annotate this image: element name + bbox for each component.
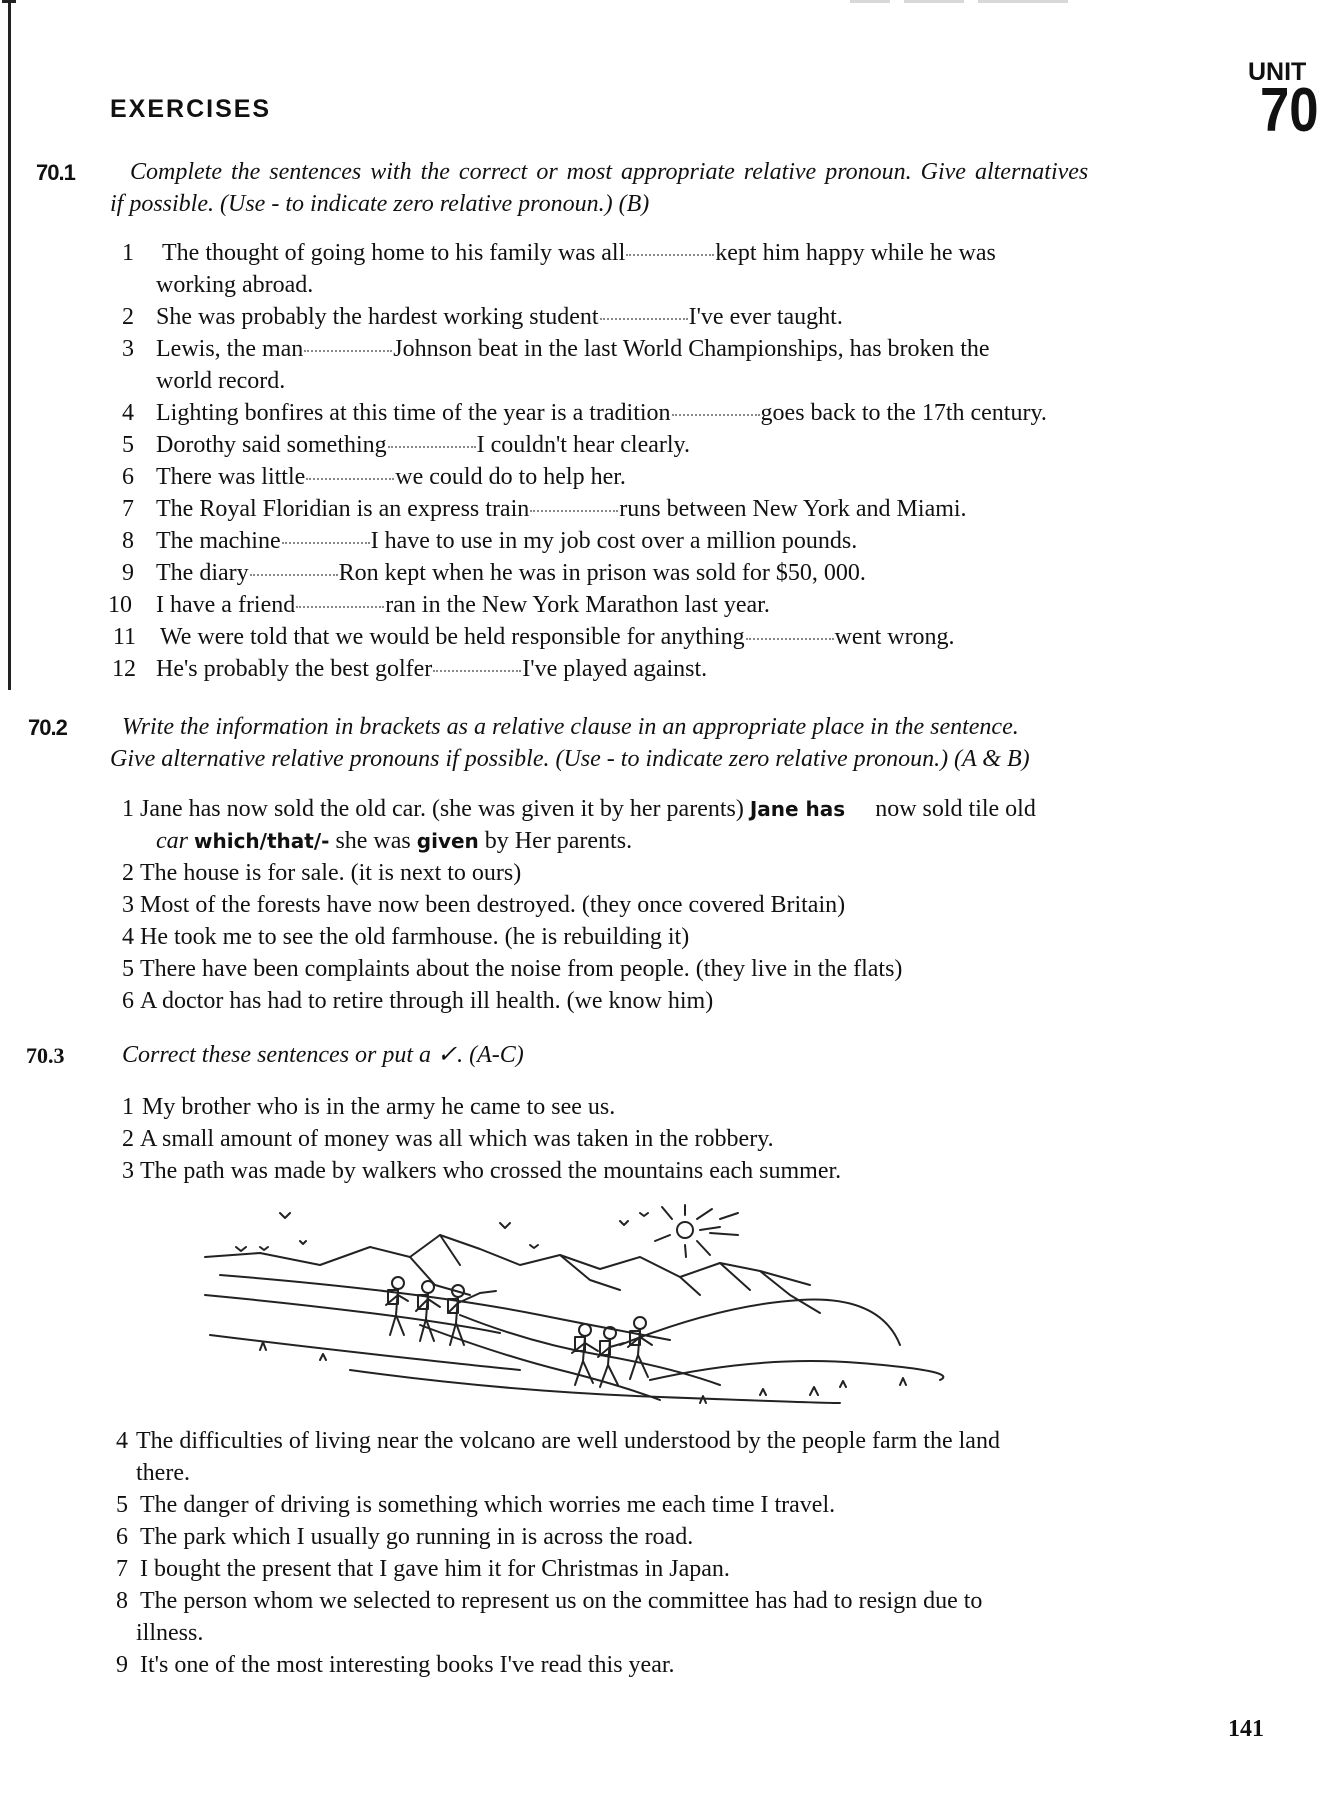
answer-blank[interactable]: [672, 414, 760, 416]
item-text: went wrong.: [834, 624, 955, 650]
item-text: There was little: [156, 464, 306, 490]
exercise-instruction: [110, 711, 1030, 775]
item-text: My brother who is in the army he came to see us.: [142, 1094, 616, 1120]
item-number: 3: [122, 1158, 134, 1184]
page-heading: EXERCISES: [110, 95, 272, 123]
item-number: 7: [122, 496, 134, 522]
item-text: There have been complaints about the noise from people. (they live in the flats): [140, 956, 903, 982]
item-text: A small amount of money was all which was taken in the robbery.: [140, 1126, 774, 1152]
item-text: The person whom we selected to represent us on the committee has had to resign due to: [140, 1588, 983, 1614]
item-text: A doctor has had to retire through ill health. (we know him): [140, 988, 714, 1014]
scan-artifact: [850, 0, 1130, 6]
margin-rule: [8, 0, 11, 690]
item-text: runs between New York and Miami.: [619, 496, 967, 522]
item-number: 1: [122, 240, 134, 266]
sun-rays: [655, 1205, 738, 1257]
instruction-line: Complete the sentences with the correct or most appropriate relative pronoun. Give alternatives: [130, 159, 1089, 185]
answer-blank[interactable]: [600, 318, 688, 320]
sun-icon: [677, 1222, 693, 1238]
item-text: now sold tile old: [875, 796, 1036, 822]
item-text: I have to use in my job cost over a million pounds.: [370, 528, 858, 554]
item-text: She was probably the hardest working student: [156, 304, 599, 330]
item-text: The difficulties of living near the volcano are well understood by the people farm the land: [136, 1428, 1000, 1454]
item-text: The thought of going home to his family was all: [162, 240, 626, 266]
item-text: she was: [335, 828, 411, 854]
item-text: Johnson beat in the last World Championships, has broken the: [393, 336, 990, 362]
page-number: 141: [1228, 1716, 1264, 1742]
item-text: I've played against.: [522, 656, 708, 682]
handwritten-answer: which/that/-: [194, 829, 330, 853]
item-number: 6: [116, 1524, 128, 1550]
instruction-line: Write the information in brackets as a relative clause in an appropriate place in the sentence.: [122, 714, 1019, 740]
answer-blank[interactable]: [306, 478, 394, 480]
item-number: 11: [112, 624, 136, 650]
unit-label: UNIT: [1248, 58, 1307, 86]
item-text: I bought the present that I gave him it for Christmas in Japan.: [140, 1556, 730, 1582]
instruction-line: if possible. (Use - to indicate zero relative pronoun.) (B): [110, 191, 650, 217]
item-text: ran in the New York Marathon last year.: [385, 592, 770, 618]
item-number: 2: [122, 860, 134, 886]
item-text: The Royal Floridian is an express train: [156, 496, 530, 522]
answer-blank[interactable]: [530, 510, 618, 512]
birds: [236, 1213, 648, 1251]
item-number: 9: [116, 1652, 128, 1678]
margin-rule-tick: [2, 0, 16, 3]
answer-blank[interactable]: [250, 574, 338, 576]
item-text: I have a friend: [156, 592, 296, 618]
answer-blank[interactable]: [388, 446, 476, 448]
item-text: The machine: [156, 528, 281, 554]
item-number: 7: [116, 1556, 128, 1582]
item-text: Dorothy said something: [156, 432, 387, 458]
item-text: car: [156, 828, 188, 854]
instruction-line: Give alternative relative pronouns if possible. (Use - to indicate zero relative pronoun.) (A & B): [110, 746, 1030, 772]
item-text: The path was made by walkers who crossed the mountains each summer.: [140, 1158, 842, 1184]
item-text: goes back to the 17th century.: [760, 400, 1047, 426]
answer-blank[interactable]: [304, 350, 392, 352]
item-number: 6: [122, 988, 134, 1014]
item-number: 3: [122, 336, 134, 362]
item-number: 10: [108, 592, 132, 618]
handwritten-answer: given: [416, 829, 479, 853]
item-number: 5: [122, 432, 134, 458]
item-text: illness.: [136, 1620, 204, 1646]
item-text: We were told that we would be held responsible for anything: [160, 624, 745, 650]
item-number: 8: [116, 1588, 128, 1614]
exercise-number-70-2: 70.2: [28, 715, 67, 740]
exercise-number-70-1: 70.1: [36, 160, 75, 185]
answer-blank[interactable]: [626, 254, 714, 256]
item-number: 5: [122, 956, 134, 982]
item-number: 2: [122, 1126, 134, 1152]
item-number: 1: [122, 796, 134, 822]
item-number: 8: [122, 528, 134, 554]
item-number: 4: [116, 1428, 128, 1454]
item-text: I've ever taught.: [688, 304, 843, 330]
item-text: I couldn't hear clearly.: [476, 432, 690, 458]
mountain-ridge: [205, 1235, 810, 1285]
item-number: 4: [122, 924, 134, 950]
item-number: 2: [122, 304, 134, 330]
answer-blank[interactable]: [746, 638, 834, 640]
item-text: world record.: [156, 368, 286, 394]
item-text: Lighting bonfires at this time of the year is a tradition: [156, 400, 671, 426]
item-text: Lewis, the man: [156, 336, 304, 362]
unit-number: 70: [1260, 76, 1319, 145]
answer-blank[interactable]: [433, 670, 521, 672]
item-text: He took me to see the old farmhouse. (he is rebuilding it): [140, 924, 690, 950]
hikers-illustration: [200, 1195, 960, 1410]
item-number: 1: [122, 1094, 134, 1120]
item-number: 5: [116, 1492, 128, 1518]
exercise-instruction: Correct these sentences or put a ✓. (A-C): [122, 1042, 524, 1068]
item-text: Jane has now sold the old car. (she was given it by her parents): [140, 796, 744, 822]
item-text: It's one of the most interesting books I've read this year.: [140, 1652, 675, 1678]
exercise-number-70-3: 70.3: [26, 1043, 65, 1068]
item-text: The park which I usually go running in is across the road.: [140, 1524, 694, 1550]
item-text: Most of the forests have now been destroyed. (they once covered Britain): [140, 892, 846, 918]
item-number: 3: [122, 892, 134, 918]
item-text: Ron kept when he was in prison was sold for $50, 000.: [338, 560, 866, 586]
exercise-instruction: [110, 156, 1088, 220]
item-text: kept him happy while he was: [715, 240, 996, 266]
answer-blank[interactable]: [296, 606, 384, 608]
item-text: working abroad.: [156, 272, 314, 298]
handwritten-answer: Jane has: [749, 797, 846, 821]
item-text: He's probably the best golfer: [156, 656, 433, 682]
item-number: 12: [112, 656, 136, 682]
item-text: The house is for sale. (it is next to ours): [140, 860, 522, 886]
item-text: The danger of driving is something which worries me each time I travel.: [140, 1492, 836, 1518]
item-text: by Her parents.: [484, 828, 633, 854]
item-number: 4: [122, 400, 134, 426]
answer-blank[interactable]: [282, 542, 370, 544]
item-text: The diary: [156, 560, 249, 586]
item-text: we could do to help her.: [395, 464, 626, 490]
item-number: 9: [122, 560, 134, 586]
item-text: there.: [136, 1460, 190, 1486]
item-number: 6: [122, 464, 134, 490]
